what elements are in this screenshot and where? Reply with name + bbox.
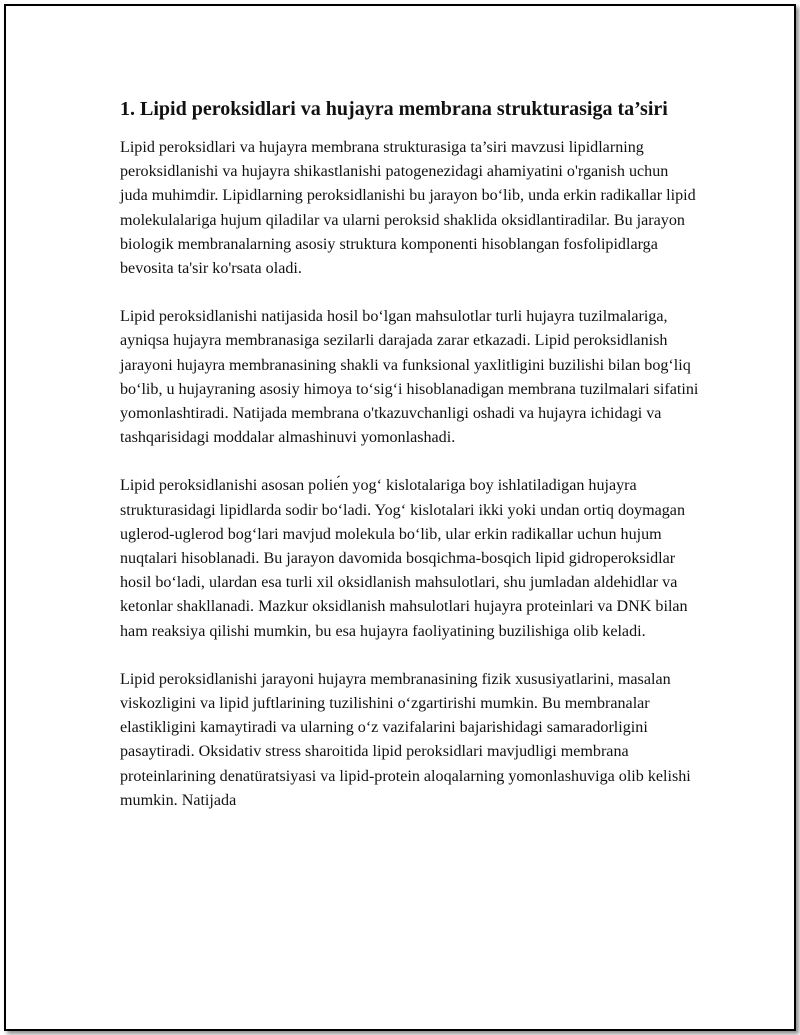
paragraph-4: Lipid peroksidlanishi jarayoni hujayra membranasining fizik xususiyatlarini, masalan viskozligini va lipid juftlarining tuzilishini o‘zgartirishi mumkin. Bu membranalar elastikligini kamaytiradi va ularning o‘z vazifalarini bajarishidagi samaradorligini pasaytiradi. Oksidativ stress sharoitida lipid peroksidlari mavjudligi membrana proteinlarining denatüratsiyasi va lipid-protein aloqalarning yomonlashuviga olib kelishi mumkin. Natijada <box>120 670 691 809</box>
paragraph-2: Lipid peroksidlanishi natijasida hosil bo‘lgan mahsulotlar turli hujayra tuzilmalariga, ayniqsa hujayra membranasiga sezilarli darajada zarar etkazadi. Lipid peroksidlanish jarayoni hujayra membranasining shakli va funksional yaxlitligini buzilishi bilan bog‘liq bo‘lib, u hujayraning asosiy himoya to‘sig‘i hisoblanadigan membrana tuzilmalari sifatini yomonlashtiradi. Natijada membrana o'tkazuvchanligi oshadi va hujayra ichidagi va tashqarisidagi moddalar almashinuvi yomonlashadi. <box>120 308 699 447</box>
paragraph-3: Lipid peroksidlanishi asosan poliе́n yog‘ kislotalariga boy ishlatiladigan hujayra strukturasidagi lipidlarda sodir bo‘ladi. Yog‘ kislotalari ikki yoki undan ortiq doymagan uglerod-uglerod bog‘lari mavjud molekula bo‘lib, ular erkin radikallar uchun hujum nuqtalari hisoblanadi. Bu jarayon davomida bosqichma-bosqich lipid gidroperoksidlar hosil bo‘ladi, ulardan esa turli xil oksidlanish mahsulotlari, shu jumladan aldehidlar va ketonlar shakllanadi. Mazkur oksidlanish mahsulotlari hujayra proteinlari va DNK bilan ham reaksiya qilishi mumkin, bu esa hujayra faoliyatining buzilishiga olib keladi. <box>120 477 688 640</box>
document-page <box>4 4 796 1031</box>
section-title: 1. Lipid peroksidlari va hujayra membrana strukturasiga ta’siri <box>120 98 668 120</box>
document-body <box>120 96 700 837</box>
paragraph-1: Lipid peroksidlari va hujayra membrana strukturasiga ta’siri mavzusi lipidlarning peroksidlanishi va hujayra shikastlanishi patogenezidagi ahamiyatini o'rganish uchun juda muhimdir. Lipidlarning peroksidlanishi bu jarayon bo‘lib, unda erkin radikallar lipid molekulalariga hujum qiladilar va ularni peroksid shaklida oksidlantiradilar. Bu jarayon biologik membranalarning asosiy struktura komponenti hisoblangan fosfolipidlarga bevosita ta'sir ko'rsata oladi. <box>120 139 696 278</box>
